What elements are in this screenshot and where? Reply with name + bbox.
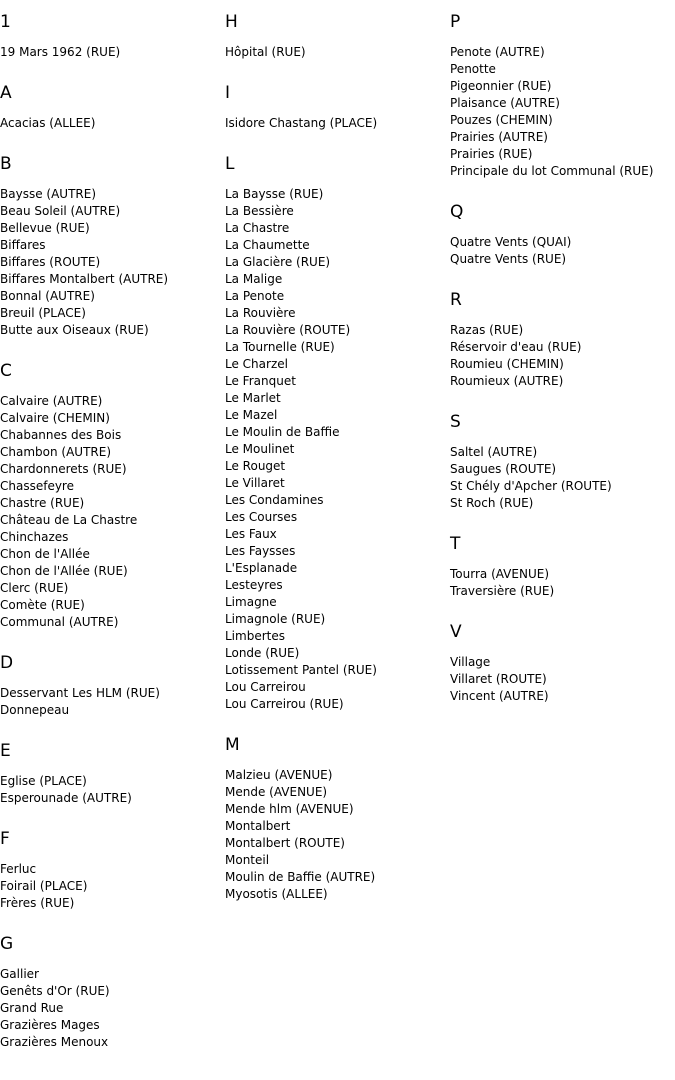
street-link[interactable]: Clerc (RUE) [0,581,69,595]
street-link[interactable]: Le Mazel [225,408,278,422]
street-link[interactable]: Limagne [225,595,277,609]
street-link[interactable]: Londe (RUE) [225,646,300,660]
street-link[interactable]: Vincent (AUTRE) [450,689,549,703]
section-letter-heading: B [0,154,12,174]
section-letter-heading: V [450,622,462,642]
street-link[interactable]: Le Villaret [225,476,285,490]
street-link[interactable]: Lou Carreirou [225,680,306,694]
street-link[interactable]: Chambon (AUTRE) [0,445,112,459]
street-link[interactable]: Villaret (ROUTE) [450,672,547,686]
street-link[interactable]: Château de La Chastre [0,513,138,527]
street-link[interactable]: Bellevue (RUE) [0,221,90,235]
street-link[interactable]: Eglise (PLACE) [0,774,87,788]
street-link[interactable]: L'Esplanade [225,561,298,575]
street-link[interactable]: Hôpital (RUE) [225,45,306,59]
street-link[interactable]: Le Franquet [225,374,296,388]
street-link[interactable]: Biffares (ROUTE) [0,255,101,269]
street-link[interactable]: Limbertes [225,629,285,643]
street-link[interactable]: Prairies (RUE) [450,147,533,161]
street-link[interactable]: Chabannes des Bois [0,428,122,442]
street-link[interactable]: La Chaumette [225,238,310,252]
street-link[interactable]: Donnepeau [0,703,70,717]
letter-section [0,12,225,61]
street-link[interactable]: Beau Soleil (AUTRE) [0,204,121,218]
letter-section [225,83,450,132]
street-link[interactable]: Lesteyres [225,578,283,592]
street-link[interactable]: Ferluc [0,862,37,876]
street-link[interactable]: Pigeonnier (RUE) [450,79,552,93]
street-link[interactable]: Le Marlet [225,391,281,405]
street-link[interactable]: Le Rouget [225,459,286,473]
street-link[interactable]: Gallier [0,967,39,981]
street-link[interactable]: Isidore Chastang (PLACE) [225,116,378,130]
street-link[interactable]: Quatre Vents (QUAI) [450,235,572,249]
street-link[interactable]: Moulin de Baffie (AUTRE) [225,870,376,884]
street-link[interactable]: La Glacière (RUE) [225,255,331,269]
street-link[interactable]: Grazières Mages [0,1018,100,1032]
street-link[interactable]: Chardonnerets (RUE) [0,462,127,476]
street-link[interactable]: Roumieu (CHEMIN) [450,357,564,371]
index-column [450,0,675,705]
letter-section [0,829,225,912]
street-link[interactable]: Chon de l'Allée (RUE) [0,564,128,578]
letter-section [225,154,450,713]
street-link[interactable]: Chon de l'Allée [0,547,90,561]
letter-section [450,412,675,512]
letter-section [0,83,225,132]
street-link[interactable]: Calvaire (AUTRE) [0,394,103,408]
street-link[interactable]: La Rouvière (ROUTE) [225,323,351,337]
section-letter-heading: F [0,829,10,849]
street-link[interactable]: 19 Mars 1962 (RUE) [0,45,121,59]
letter-section [450,534,675,600]
street-link[interactable]: Le Charzel [225,357,288,371]
letter-section [0,741,225,807]
letter-section [450,290,675,390]
letter-section [450,202,675,268]
street-link[interactable]: Chinchazes [0,530,69,544]
street-link[interactable]: Chassefeyre [0,479,74,493]
street-link[interactable]: Montalbert [225,819,291,833]
letter-section [450,12,675,180]
section-letter-heading: P [450,12,461,32]
street-link[interactable]: Limagnole (RUE) [225,612,326,626]
street-link[interactable]: Penote (AUTRE) [450,45,545,59]
street-link[interactable]: Prairies (AUTRE) [450,130,548,144]
street-link[interactable]: Lou Carreirou (RUE) [225,697,344,711]
letter-section [0,653,225,719]
street-link[interactable]: La Baysse (RUE) [225,187,324,201]
letter-section [0,934,225,1051]
street-link[interactable]: Plaisance (AUTRE) [450,96,560,110]
street-link[interactable]: Comète (RUE) [0,598,85,612]
section-letter-heading: R [450,290,462,310]
street-link[interactable]: La Chastre [225,221,290,235]
street-link[interactable]: Malzieu (AVENUE) [225,768,333,782]
section-letter-heading: A [0,83,12,103]
street-link[interactable]: Les Faux [225,527,277,541]
street-link[interactable]: Quatre Vents (RUE) [450,252,567,266]
section-letter-heading: E [0,741,11,761]
section-letter-heading: L [225,154,235,174]
street-link[interactable]: Baysse (AUTRE) [0,187,96,201]
street-link[interactable]: Mende (AVENUE) [225,785,328,799]
street-link[interactable]: Les Condamines [225,493,324,507]
street-link[interactable]: Acacias (ALLEE) [0,116,96,130]
street-link[interactable]: Saugues (ROUTE) [450,462,557,476]
street-link[interactable]: Breuil (PLACE) [0,306,86,320]
street-link[interactable]: Les Courses [225,510,298,524]
street-link[interactable]: La Bessière [225,204,294,218]
street-link[interactable]: Penotte [450,62,496,76]
section-letter-heading: S [450,412,461,432]
section-letter-heading: H [225,12,238,32]
street-link[interactable]: La Penote [225,289,285,303]
street-link[interactable]: Village [450,655,491,669]
street-link[interactable]: Calvaire (CHEMIN) [0,411,110,425]
street-link[interactable]: Esperounade (AUTRE) [0,791,132,805]
street-link[interactable]: Réservoir d'eau (RUE) [450,340,582,354]
street-link[interactable]: Principale du lot Communal (RUE) [450,164,654,178]
street-link[interactable]: Tourra (AVENUE) [450,567,549,581]
street-link[interactable]: Chastre (RUE) [0,496,85,510]
street-link[interactable]: Le Moulinet [225,442,295,456]
street-link[interactable]: Foirail (PLACE) [0,879,88,893]
street-link[interactable]: La Rouvière [225,306,296,320]
street-link[interactable]: Lotissement Pantel (RUE) [225,663,377,677]
street-link[interactable]: Frères (RUE) [0,896,75,910]
letter-section [225,12,450,61]
section-letter-heading: M [225,735,240,755]
street-link[interactable]: Les Faysses [225,544,296,558]
letter-section [0,361,225,631]
section-letter-heading: D [0,653,14,673]
street-link[interactable]: Myosotis (ALLEE) [225,887,328,901]
street-link[interactable]: Grand Rue [0,1001,64,1015]
section-letter-heading: G [0,934,14,954]
street-link[interactable]: Genêts d'Or (RUE) [0,984,110,998]
street-link[interactable]: Roumieux (AUTRE) [450,374,564,388]
street-link[interactable]: Biffares [0,238,46,252]
section-letter-heading: Q [450,202,464,222]
street-link[interactable]: Razas (RUE) [450,323,524,337]
street-link[interactable]: Saltel (AUTRE) [450,445,538,459]
street-link[interactable]: Grazières Menoux [0,1035,109,1049]
section-letter-heading: I [225,83,231,103]
letter-section [0,154,225,339]
street-link[interactable]: Monteil [225,853,270,867]
street-link[interactable]: La Malige [225,272,283,286]
letter-section [450,622,675,705]
section-letter-heading: T [450,534,461,554]
street-link[interactable]: Desservant Les HLM (RUE) [0,686,160,700]
street-link[interactable]: Pouzes (CHEMIN) [450,113,553,127]
street-link[interactable]: Communal (AUTRE) [0,615,119,629]
section-letter-heading: C [0,361,12,381]
index-column [225,0,450,903]
street-link[interactable]: Biffares Montalbert (AUTRE) [0,272,169,286]
street-link[interactable]: Montalbert (ROUTE) [225,836,345,850]
street-link[interactable]: St Roch (RUE) [450,496,534,510]
street-link[interactable]: Butte aux Oiseaux (RUE) [0,323,149,337]
street-link[interactable]: Le Moulin de Baffie [225,425,340,439]
section-letter-heading: 1 [0,12,11,32]
street-link[interactable]: St Chély d'Apcher (ROUTE) [450,479,612,493]
letter-section [225,735,450,903]
street-link[interactable]: La Tournelle (RUE) [225,340,335,354]
street-link[interactable]: Bonnal (AUTRE) [0,289,95,303]
street-link[interactable]: Mende hlm (AVENUE) [225,802,354,816]
index-column [0,0,225,1051]
street-link[interactable]: Traversière (RUE) [450,584,555,598]
